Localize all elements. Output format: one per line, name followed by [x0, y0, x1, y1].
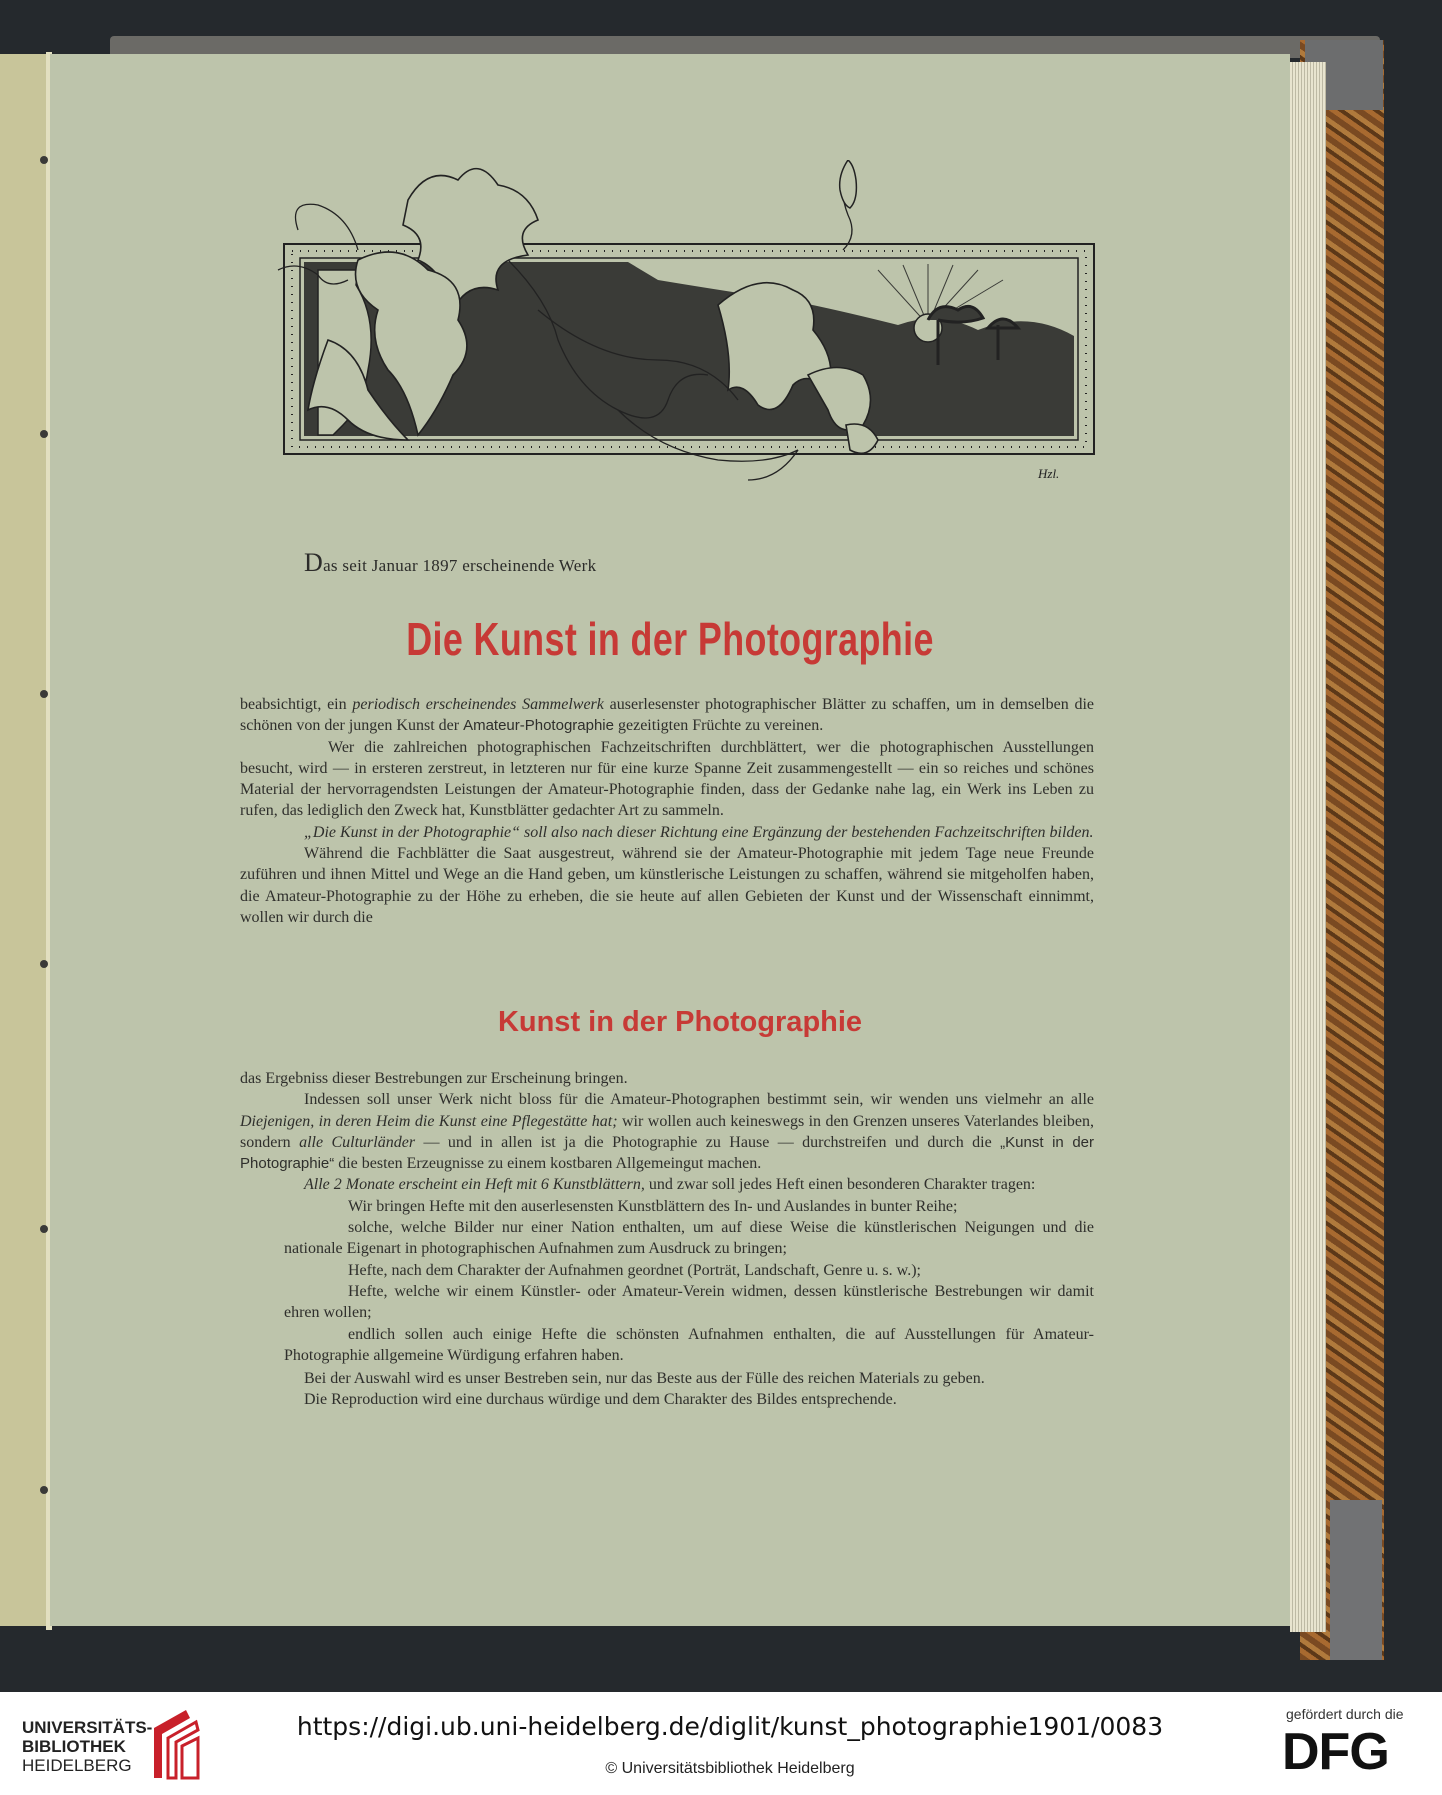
list-item: Wir bringen Hefte mit den auserlesensten Kunstblättern des In- und Auslandes in bunter Reihe;	[348, 1197, 958, 1215]
ornament-signature: Hzl.	[1038, 466, 1060, 481]
logo-line-1: UNIVERSITÄTS-	[22, 1718, 153, 1737]
binding-hole	[40, 156, 48, 164]
viewer-footer	[0, 1692, 1442, 1795]
section-subtitle: Kunst in der Photographie	[497, 1006, 863, 1038]
issue-type-list	[284, 1196, 1094, 1366]
paragraph-6: Indessen soll unser Werk nicht bloss für die Amateur-Photographen bestimmt sein, wir wenden uns vielmehr an alle Diejenigen, in deren Heim die Kunst eine Pflegestätte hat; wir wollen auch keineswegs in den Grenzen unseres Vaterlandes bleiben, sondern alle Culturländer — und in allen ist ja die Photographie zu Hause — durchstreifen und durch die „Kunst in der Photographie“ die besten Erzeugnisse zu einem kostbaren Allgemeingut machen.	[240, 1091, 1095, 1173]
dfg-logo[interactable]: DFG	[1282, 1723, 1389, 1781]
binding-hole	[40, 1486, 48, 1494]
logo-line-2: BIBLIOTHEK	[22, 1737, 126, 1756]
left-page-edge	[0, 54, 50, 1626]
paragraph-4: Während die Fachblätter die Saat ausgestreut, während sie der Amateur-Photographie mit jedem Tage neue Freunde zuführen und ihnen Mittel und Wege an die Hand geben, um künstlerische Leistungen zu schaffen, während sie mitgeholfen haben, die Amateur-Photographie zu der Höhe zu erheben, die sie heute auf allen Gebieten der Kunst und der Wissenschaft einnimmt, wollen wir durch die	[240, 845, 1094, 926]
library-logo-text[interactable]	[22, 1718, 152, 1775]
page-title: Die Kunst in der Photographie	[406, 613, 934, 665]
paragraph-1: beabsichtigt, ein periodisch erscheinendes Sammelwerk auserlesenster photographischer Blätter zu schaffen, um in demselben die schönen von der jungen Kunst der Amateur-Photographie gezeitigten Früchte zu vereinen.	[240, 696, 1095, 735]
binding-hole	[40, 430, 48, 438]
paragraph-2: Wer die zahlreichen photographischen Fachzeitschriften durchblättert, wer die photographischen Ausstellungen besucht, wird — in ersteren zerstreut, in letzteren nur für eine kurze Spanne Zeit zusammengestellt — ein so reiches und schönes Material der hervorragendsten Leistungen der Amateur-Photographie finden, dass der Gedanke nahe lag, ein Werk ins Leben zu rufen, das lediglich den Zweck hat, Kunstblätter gedachter Art zu sammeln.	[240, 738, 1094, 820]
paragraph-3: „Die Kunst in der Photographie“ soll also nach dieser Richtung eine Ergänzung der bestehenden Fachzeitschriften bilden.	[304, 823, 1094, 841]
list-item: endlich sollen auch einige Hefte die schönsten Aufnahmen enthalten, die auf Ausstellungen für Amateur-Photographie allgemeine Würdigung erfahren haben.	[284, 1325, 1094, 1364]
kicker-text: as seit Januar 1897 erscheinende Werk	[323, 556, 597, 575]
list-item: Hefte, nach dem Charakter der Aufnahmen geordnet (Porträt, Landschaft, Genre u. s. w.);	[348, 1261, 921, 1279]
header-ornament-illustration	[238, 160, 1098, 540]
copyright-notice: © Universitätsbibliothek Heidelberg	[605, 1760, 855, 1777]
page-edges	[1290, 62, 1326, 1632]
ornament-flower-bud	[840, 160, 857, 208]
paragraph-8: Bei der Auswahl wird es unser Bestreben sein, nur das Beste aus der Fülle des reichen Materials zu geben.	[304, 1370, 985, 1388]
library-logo-icon[interactable]	[146, 1706, 202, 1782]
kicker-line	[304, 548, 596, 578]
funded-by-label: gefördert durch die	[1286, 1706, 1404, 1722]
binding-hole	[40, 960, 48, 968]
list-item: Hefte, welche wir einem Künstler- oder Amateur-Verein widmen, dessen künstlerische Bestrebungen wir damit ehren wollen;	[284, 1282, 1094, 1322]
text-block-intro	[240, 694, 1094, 928]
cover-corner-bottom	[1330, 1500, 1382, 1660]
binding-hole	[40, 1225, 48, 1233]
permalink-url[interactable]: https://digi.ub.uni-heidelberg.de/diglit/kunst_photographie1901/0083	[296, 1712, 1164, 1741]
binding-hole	[40, 690, 48, 698]
list-item: solche, welche Bilder nur einer Nation enthalten, um auf diese Weise die künstlerischen Neigungen und die nationale Eigenart in photographischen Aufnahmen zum Ausdruck zu bringen;	[284, 1219, 1094, 1258]
paragraph-9: Die Reproduction wird eine durchaus würdige und dem Charakter des Bildes entsprechende.	[304, 1391, 897, 1409]
text-block-details	[240, 1068, 1094, 1411]
paragraph-5: das Ergebniss dieser Bestrebungen zur Erscheinung bringen.	[240, 1070, 628, 1087]
logo-line-3: HEIDELBERG	[22, 1756, 132, 1775]
paragraph-7: Alle 2 Monate erscheint ein Heft mit 6 Kunstblättern, und zwar soll jedes Heft einen besonderen Charakter tragen:	[304, 1176, 1036, 1194]
kicker-initial: D	[304, 548, 324, 577]
